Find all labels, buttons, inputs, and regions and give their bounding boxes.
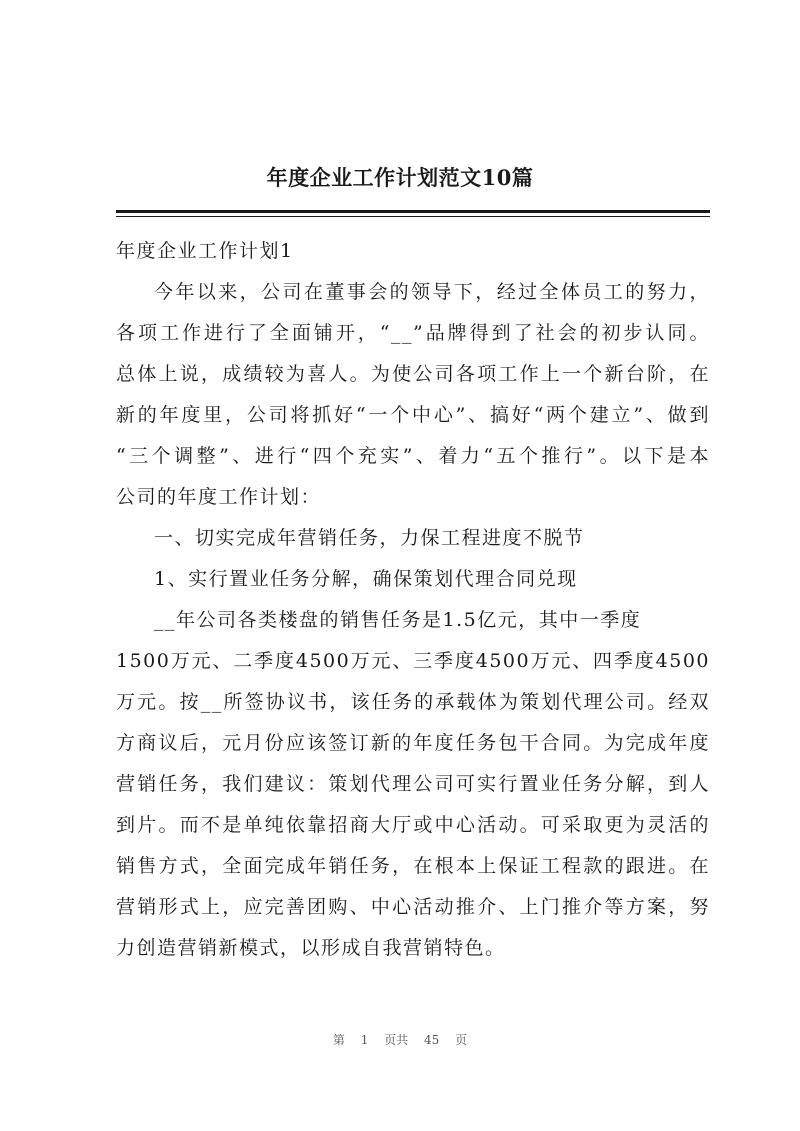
document-body: [116, 231, 710, 969]
subheading-1: 一、切实完成年营销任务，力保工程进度不脱节: [154, 527, 585, 549]
paragraph-line: 力创造营销新模式，以形成自我营销特色。: [116, 937, 506, 959]
paragraph-line: 方商议后，元月份应该签订新的年度任务包干合同。为完成年度: [116, 732, 710, 754]
paragraph-line: “三个调整”、进行“四个充实”、着力“五个推行”。以下是本: [116, 445, 710, 467]
page-label-prefix: 第: [332, 1033, 345, 1047]
paragraph-line: 万元。按__所签协议书，该任务的承载体为策划代理公司。经双: [116, 691, 710, 713]
document-title: 年度企业工作计划范文10篇: [266, 165, 534, 190]
paragraph-line: 各项工作进行了全面铺开，“__”品牌得到了社会的初步认同。: [116, 322, 710, 344]
paragraph-line: 1500万元、二季度4500万元、三季度4500万元、四季度4500: [116, 650, 710, 672]
paragraph-intro: [116, 272, 710, 518]
paragraph-sales-task: [116, 600, 710, 969]
page-label-mid: 页共: [384, 1033, 409, 1047]
paragraph-line: 到片。而不是单纯依靠招商大厅或中心活动。可采取更为灵活的: [116, 814, 710, 836]
paragraph-line: 今年以来，公司在董事会的领导下，经过全体员工的努力，: [154, 281, 710, 303]
paragraph-line: 总体上说，成绩较为喜人。为使公司各项工作上一个新台阶，在: [116, 363, 710, 385]
title-divider-thin: [116, 216, 710, 217]
paragraph-line: 新的年度里，公司将抓好“一个中心”、搞好“两个建立”、做到: [116, 404, 710, 426]
paragraph-line: 营销形式上，应完善团购、中心活动推介、上门推介等方案，努: [116, 896, 710, 918]
paragraph-line: 公司的年度工作计划：: [116, 486, 322, 508]
title-divider-thick: [116, 210, 710, 213]
page-footer: [0, 1031, 800, 1048]
total-pages-number: 45: [424, 1033, 440, 1047]
section-heading: 年度企业工作计划1: [116, 240, 294, 262]
subheading-1-1: 1、实行置业任务分解，确保策划代理合同兑现: [154, 568, 578, 590]
paragraph-line: 营销任务，我们建议：策划代理公司可实行置业任务分解，到人: [116, 773, 710, 795]
paragraph-line: 销售方式，全面完成年销任务，在根本上保证工程款的跟进。在: [116, 855, 710, 877]
page-label-suffix: 页: [455, 1033, 468, 1047]
paragraph-line: __年公司各类楼盘的销售任务是1.5亿元，其中一季度: [154, 609, 642, 631]
current-page-number: 1: [360, 1033, 369, 1047]
